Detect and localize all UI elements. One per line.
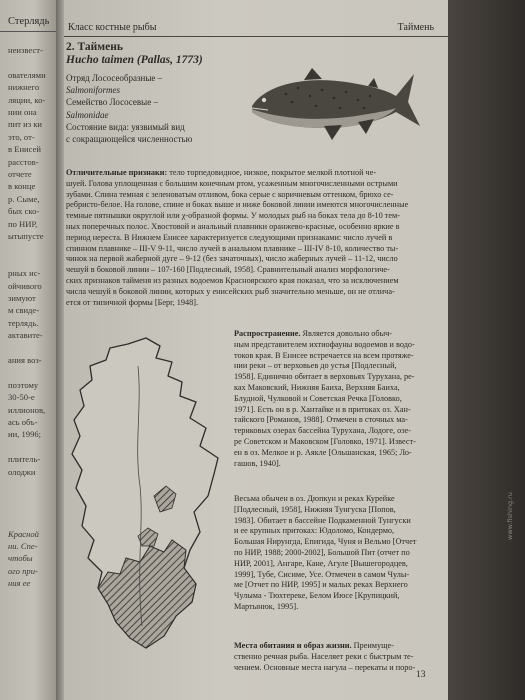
previous-page bbox=[0, 0, 56, 700]
previous-page-line: иллионов, bbox=[8, 404, 46, 415]
previous-page-line: ась объ- bbox=[8, 417, 38, 427]
previous-page-line: чтобы bbox=[8, 553, 33, 564]
taxonomy-line: с сокращающейся численностью bbox=[66, 134, 193, 145]
taimen-fish-illustration bbox=[246, 66, 422, 162]
watermark: www.fishing.ru bbox=[506, 492, 514, 540]
previous-page-line: в конце bbox=[8, 181, 36, 192]
previous-page-line: бых ско- bbox=[8, 206, 40, 217]
previous-page-line: актавите- bbox=[8, 330, 43, 341]
taxonomy-line: Отряд Лососеобразные – bbox=[66, 73, 163, 83]
habitat-heading: Места обитания и образ жизни. bbox=[234, 641, 352, 650]
page-number: 13 bbox=[416, 670, 426, 680]
distribution-paragraph bbox=[234, 329, 430, 469]
previous-page-line: ователями bbox=[8, 69, 46, 80]
previous-page-line: нии она bbox=[8, 107, 37, 117]
distinctive-features-paragraph bbox=[66, 168, 428, 308]
distribution-map bbox=[68, 336, 228, 652]
previous-page-line: по НИР, bbox=[8, 218, 38, 229]
previous-page-line: 30-50-е bbox=[8, 392, 35, 403]
book-page bbox=[64, 0, 448, 700]
previous-page-header: Стерлядь bbox=[0, 12, 56, 32]
species-title: 2. Таймень bbox=[66, 41, 123, 53]
previous-page-line: ни. Спе- bbox=[8, 541, 38, 551]
features-heading: Отличительные признаки: bbox=[66, 168, 168, 177]
previous-page-line: м свиде- bbox=[8, 305, 40, 316]
taxonomy-line: Состояние вида: уязвимый вид bbox=[66, 121, 185, 132]
previous-page-line: ания воз- bbox=[8, 355, 42, 365]
features-text: тело торпедовидное, низкое, покрытое мелкой плотной че- шуей. Голова уплощенная с большим конечным ртом, усаженным многочисленными острыми зубами. Спина темная с зеленоватым отливом, бока серые с коричневым оттенком, брюхо се- ребристо-белое. На голове, спине и боках выше и ниже боковой линии имеются многочисленные темные пятнышки округлой или χ-образной формы. У молодых рыб на боках тела до 8-10 тем- ных поперечных полос. Хвостовой и анальный плавники оранжево-красные, особенно яркие в период нереста. В Нижнем Енисее характеризуется следующими признаками: число лучей в спинном плавнике – III-V 9-11, число лучей в анальном плавнике – III-IV 8-10, количество ты- чинок на первой жаберной дуге – 9-12 (без зачаточных), число жаберных лучей – 11-12, число чешуй в боковой линии – 107-160 [Подлесный, 1958]. Сравнительный анализ морфологиче- ских признаков тайменя из разных водоемов Красноярского края показал, что за исключением числа чешуй в боковой линии, которых у енисейских рыб значительно меньше, он не отлича- ется от типичной формы [Берг, 1948]. bbox=[66, 168, 409, 307]
previous-page-line: поэтому bbox=[8, 379, 39, 390]
distribution-text: Является довольно обыч- ным представителем ихтиофауны водоемов и водо- токов края. В Енисее встречается на всем протяже- нии реки – от верховьев до устья [Подлесный, 1958]. Единично обитает в верховьях Турухана, ре- ках Маковский, Нижняя Баиха, Верхняя Баиха, Блудной, Чулковой и Советская Речка [Головко, 1971]. Есть он в р. Хантайке и в притоках оз. Хан- тайского [Романов, 1988]. Отмечен в сточных ма- териковых озерах бассейна Турухана, Лодоге, озе- ре Советском и Маковском [Головко, 1971]. Извест- ен в оз. Мелкое и р. Аякле [Ольшанская, 1965; Ло- гашов, 1940]. bbox=[234, 329, 416, 468]
previous-page-line: олоджи bbox=[8, 466, 36, 477]
previous-page-line: ого при- bbox=[8, 565, 38, 576]
previous-page-line: нижнего bbox=[8, 82, 40, 93]
taxonomy-block bbox=[66, 72, 246, 145]
previous-page-line: р. Сыме, bbox=[8, 193, 40, 204]
previous-page-line: ляции, ко- bbox=[8, 94, 46, 105]
range-paragraph: Весьма обычен в оз. Дюпкун и реках Курейке [Подлесный, 1958], Нижняя Тунгуска [Попов, 1983]. Обитает в бассейне Подкаменной Тунгуски и ее крупных притоках: Юдоломо, Кондермо, Большая Нирунгда, Епигида, Чуня и Вельмо [Отчет по НИР, 1988; 2000-2002], Большой Пит (отчет по НИР, 2001], Ангаре, Кане, Агуле [Вышегородцев, 1999], Тубе, Сисиме, Усе. Отмечен в самом Чулы- ме [Отчет по НИР, 1995] и малых реках Верхнего Чулыма - Тюхтереке, Белом Июсе [Крупицкий, Мартынюк, 1995]. bbox=[234, 494, 417, 611]
previous-page-line: ытыпусте bbox=[8, 231, 44, 241]
previous-page-line: Красной bbox=[8, 528, 39, 539]
previous-page-line: расстов- bbox=[8, 156, 39, 167]
habitat-paragraph bbox=[234, 641, 430, 673]
habitat-text: Преимуще- ственно речная рыба. Населяет реки с быстрым те- чением. Основные места нагула – перекаты и поро- bbox=[234, 641, 416, 672]
previous-page-line: пит из ки bbox=[8, 119, 43, 130]
previous-page-line: ния ее bbox=[8, 578, 31, 589]
previous-page-line: зимуют bbox=[8, 293, 36, 303]
running-head bbox=[64, 20, 448, 37]
previous-page-line: отчете bbox=[8, 169, 32, 179]
previous-page-line: рных ис- bbox=[8, 268, 41, 279]
running-head-section: Класс костные рыбы bbox=[68, 22, 157, 33]
previous-page-line: терлядь. bbox=[8, 317, 39, 328]
previous-page-line: ойчивого bbox=[8, 280, 42, 291]
species-latin-name: Hucho taimen (Pallas, 1773) bbox=[66, 54, 203, 66]
book-gutter bbox=[56, 0, 64, 700]
previous-page-line: неизвест- bbox=[8, 45, 43, 55]
running-head-species: Таймень bbox=[397, 22, 434, 33]
previous-page-line: это, от- bbox=[8, 131, 35, 142]
taxonomy-line: Salmoniformes bbox=[66, 85, 120, 96]
taxonomy-line: Salmonidae bbox=[66, 109, 109, 120]
taxonomy-line: Семейство Лососевые – bbox=[66, 97, 158, 108]
previous-page-line: плитель- bbox=[8, 454, 41, 465]
table-background bbox=[448, 0, 525, 700]
previous-page-line: ии, 1996; bbox=[8, 429, 42, 440]
distribution-heading: Распространение. bbox=[234, 329, 301, 338]
previous-page-line: в Енисей bbox=[8, 144, 41, 155]
